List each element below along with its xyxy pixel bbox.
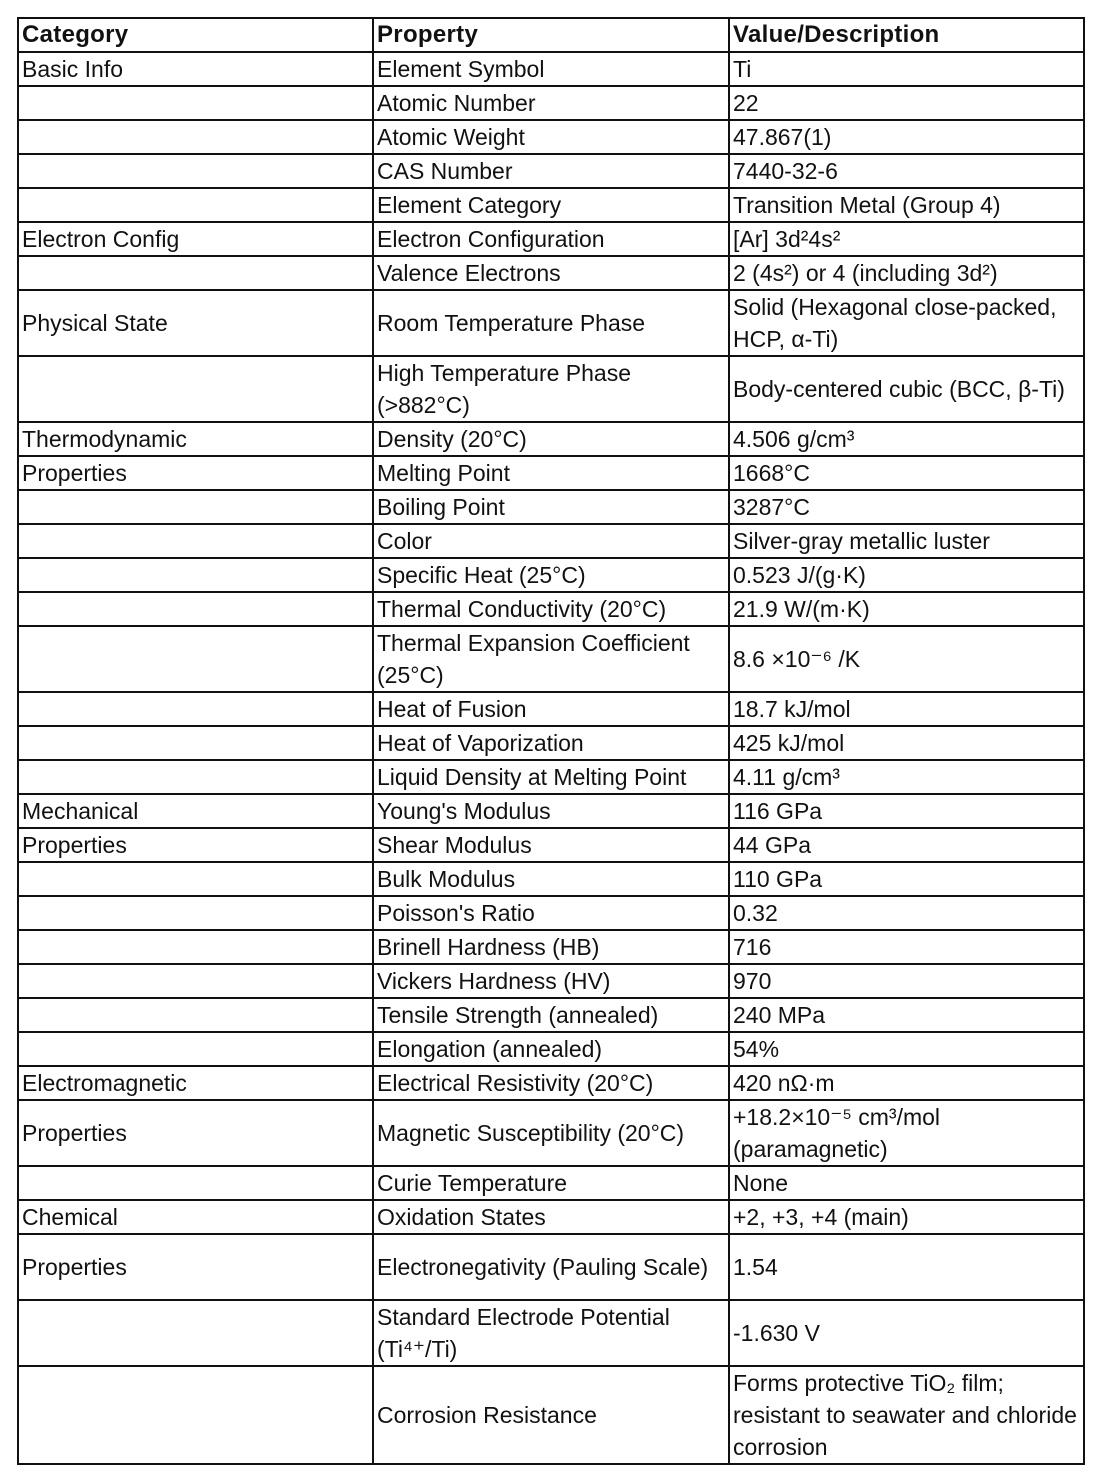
category-cell[interactable] (18, 998, 373, 1032)
value-cell[interactable]: Transition Metal (Group 4) (729, 188, 1084, 222)
value-cell[interactable]: 425 kJ/mol (729, 726, 1084, 760)
property-cell[interactable]: Specific Heat (25°C) (373, 558, 729, 592)
table-row (18, 930, 1084, 964)
category-cell[interactable] (18, 356, 373, 422)
titanium-properties-table (17, 17, 1085, 1465)
value-cell[interactable]: Solid (Hexagonal close-packed, HCP, α-Ti) (729, 290, 1084, 356)
category-cell[interactable]: Thermodynamic (18, 422, 373, 456)
table-row (18, 1200, 1084, 1234)
property-cell[interactable]: Density (20°C) (373, 422, 729, 456)
table-row (18, 794, 1084, 828)
value-cell[interactable]: 420 nΩ·m (729, 1066, 1084, 1100)
value-cell[interactable]: 716 (729, 930, 1084, 964)
value-cell[interactable]: 4.11 g/cm³ (729, 760, 1084, 794)
property-cell[interactable]: Poisson's Ratio (373, 896, 729, 930)
value-cell[interactable]: 2 (4s²) or 4 (including 3d²) (729, 256, 1084, 290)
value-cell[interactable]: 0.32 (729, 896, 1084, 930)
table-row (18, 726, 1084, 760)
table-body (18, 52, 1084, 1464)
value-cell[interactable]: Forms protective TiO₂ film; resistant to seawater and chloride corrosion (729, 1366, 1084, 1464)
property-cell[interactable]: Electronegativity (Pauling Scale) (373, 1234, 729, 1300)
category-cell[interactable] (18, 760, 373, 794)
property-cell[interactable]: Electron Configuration (373, 222, 729, 256)
value-cell[interactable]: 54% (729, 1032, 1084, 1066)
value-cell[interactable]: 8.6 ×10⁻⁶ /K (729, 626, 1084, 692)
property-cell[interactable]: Heat of Fusion (373, 692, 729, 726)
property-cell[interactable]: Melting Point (373, 456, 729, 490)
table-row (18, 188, 1084, 222)
table-row (18, 1166, 1084, 1200)
value-cell[interactable]: 970 (729, 964, 1084, 998)
property-cell[interactable]: Element Category (373, 188, 729, 222)
value-cell[interactable]: 7440-32-6 (729, 154, 1084, 188)
value-cell[interactable]: [Ar] 3d²4s² (729, 222, 1084, 256)
table-row (18, 896, 1084, 930)
category-cell[interactable]: Basic Info (18, 52, 373, 86)
property-cell[interactable]: Oxidation States (373, 1200, 729, 1234)
table-row (18, 52, 1084, 86)
table-row (18, 456, 1084, 490)
value-cell[interactable]: +2, +3, +4 (main) (729, 1200, 1084, 1234)
property-cell[interactable]: Curie Temperature (373, 1166, 729, 1200)
property-cell[interactable]: Magnetic Susceptibility (20°C) (373, 1100, 729, 1166)
value-cell[interactable]: Ti (729, 52, 1084, 86)
category-cell[interactable]: Electromagnetic (18, 1066, 373, 1100)
category-cell[interactable] (18, 964, 373, 998)
category-cell[interactable]: Electron Config (18, 222, 373, 256)
property-cell[interactable]: Young's Modulus (373, 794, 729, 828)
category-cell[interactable] (18, 862, 373, 896)
value-cell[interactable]: 47.867(1) (729, 120, 1084, 154)
category-cell[interactable] (18, 86, 373, 120)
category-cell[interactable] (18, 1366, 373, 1464)
table-row (18, 1234, 1084, 1300)
property-cell[interactable]: Valence Electrons (373, 256, 729, 290)
property-cell[interactable]: Atomic Number (373, 86, 729, 120)
category-cell[interactable] (18, 1300, 373, 1366)
category-cell[interactable] (18, 626, 373, 692)
value-cell[interactable]: 110 GPa (729, 862, 1084, 896)
table-row (18, 828, 1084, 862)
category-cell[interactable]: Mechanical (18, 794, 373, 828)
category-cell[interactable] (18, 188, 373, 222)
category-cell[interactable]: Properties (18, 456, 373, 490)
value-cell[interactable]: 3287°C (729, 490, 1084, 524)
property-cell[interactable]: High Temperature Phase (>882°C) (373, 356, 729, 422)
value-cell[interactable]: 240 MPa (729, 998, 1084, 1032)
header-category[interactable]: Category (18, 18, 373, 52)
table-row (18, 964, 1084, 998)
property-cell[interactable]: Tensile Strength (annealed) (373, 998, 729, 1032)
value-cell[interactable]: 116 GPa (729, 794, 1084, 828)
value-cell[interactable]: 1668°C (729, 456, 1084, 490)
category-cell[interactable]: Physical State (18, 290, 373, 356)
property-cell[interactable]: Elongation (annealed) (373, 1032, 729, 1066)
category-cell[interactable]: Properties (18, 1234, 373, 1300)
value-cell[interactable]: 21.9 W/(m·K) (729, 592, 1084, 626)
table-row (18, 592, 1084, 626)
value-cell[interactable]: Body-centered cubic (BCC, β-Ti) (729, 356, 1084, 422)
table-row (18, 524, 1084, 558)
value-cell[interactable]: 1.54 (729, 1234, 1084, 1300)
category-cell[interactable] (18, 1166, 373, 1200)
value-cell[interactable]: None (729, 1166, 1084, 1200)
category-cell[interactable] (18, 896, 373, 930)
property-cell[interactable]: Room Temperature Phase (373, 290, 729, 356)
property-cell[interactable]: Liquid Density at Melting Point (373, 760, 729, 794)
category-cell[interactable] (18, 930, 373, 964)
value-cell[interactable]: 44 GPa (729, 828, 1084, 862)
category-cell[interactable] (18, 120, 373, 154)
property-cell[interactable]: Brinell Hardness (HB) (373, 930, 729, 964)
table-row (18, 626, 1084, 692)
table-row (18, 1300, 1084, 1366)
table-row (18, 120, 1084, 154)
category-cell[interactable] (18, 490, 373, 524)
category-cell[interactable]: Properties (18, 1100, 373, 1166)
table-row (18, 558, 1084, 592)
table-row (18, 1100, 1084, 1166)
table-row (18, 222, 1084, 256)
property-cell[interactable]: Standard Electrode Potential (Ti⁴⁺/Ti) (373, 1300, 729, 1366)
table-row (18, 422, 1084, 456)
table-row (18, 490, 1084, 524)
property-cell[interactable]: Vickers Hardness (HV) (373, 964, 729, 998)
value-cell[interactable]: 0.523 J/(g·K) (729, 558, 1084, 592)
category-cell[interactable] (18, 692, 373, 726)
value-cell[interactable]: Silver-gray metallic luster (729, 524, 1084, 558)
category-cell[interactable] (18, 726, 373, 760)
property-cell[interactable]: Bulk Modulus (373, 862, 729, 896)
property-cell[interactable]: CAS Number (373, 154, 729, 188)
category-cell[interactable]: Chemical (18, 1200, 373, 1234)
property-cell[interactable]: Thermal Expansion Coefficient (25°C) (373, 626, 729, 692)
property-cell[interactable]: Thermal Conductivity (20°C) (373, 592, 729, 626)
table-row (18, 86, 1084, 120)
spreadsheet-sheet (17, 17, 1085, 1465)
table-row (18, 1032, 1084, 1066)
category-cell[interactable] (18, 154, 373, 188)
category-cell[interactable]: Properties (18, 828, 373, 862)
table-row (18, 760, 1084, 794)
header-property[interactable]: Property (373, 18, 729, 52)
category-cell[interactable] (18, 524, 373, 558)
header-value-description[interactable]: Value/Description (729, 18, 1084, 52)
table-row (18, 290, 1084, 356)
property-cell[interactable]: Color (373, 524, 729, 558)
table-row (18, 998, 1084, 1032)
property-cell[interactable]: Corrosion Resistance (373, 1366, 729, 1464)
category-cell[interactable] (18, 256, 373, 290)
property-cell[interactable]: Shear Modulus (373, 828, 729, 862)
value-cell[interactable]: -1.630 V (729, 1300, 1084, 1366)
category-cell[interactable] (18, 1032, 373, 1066)
table-row (18, 154, 1084, 188)
value-cell[interactable]: +18.2×10⁻⁵ cm³/mol (paramagnetic) (729, 1100, 1084, 1166)
value-cell[interactable]: 18.7 kJ/mol (729, 692, 1084, 726)
table-row (18, 862, 1084, 896)
table-row (18, 356, 1084, 422)
value-cell[interactable]: 22 (729, 86, 1084, 120)
value-cell[interactable]: 4.506 g/cm³ (729, 422, 1084, 456)
table-row (18, 1366, 1084, 1464)
table-row (18, 256, 1084, 290)
property-cell[interactable]: Boiling Point (373, 490, 729, 524)
header-row (18, 18, 1084, 52)
category-cell[interactable] (18, 558, 373, 592)
table-row (18, 1066, 1084, 1100)
property-cell[interactable]: Atomic Weight (373, 120, 729, 154)
property-cell[interactable]: Element Symbol (373, 52, 729, 86)
property-cell[interactable]: Heat of Vaporization (373, 726, 729, 760)
property-cell[interactable]: Electrical Resistivity (20°C) (373, 1066, 729, 1100)
category-cell[interactable] (18, 592, 373, 626)
table-row (18, 692, 1084, 726)
